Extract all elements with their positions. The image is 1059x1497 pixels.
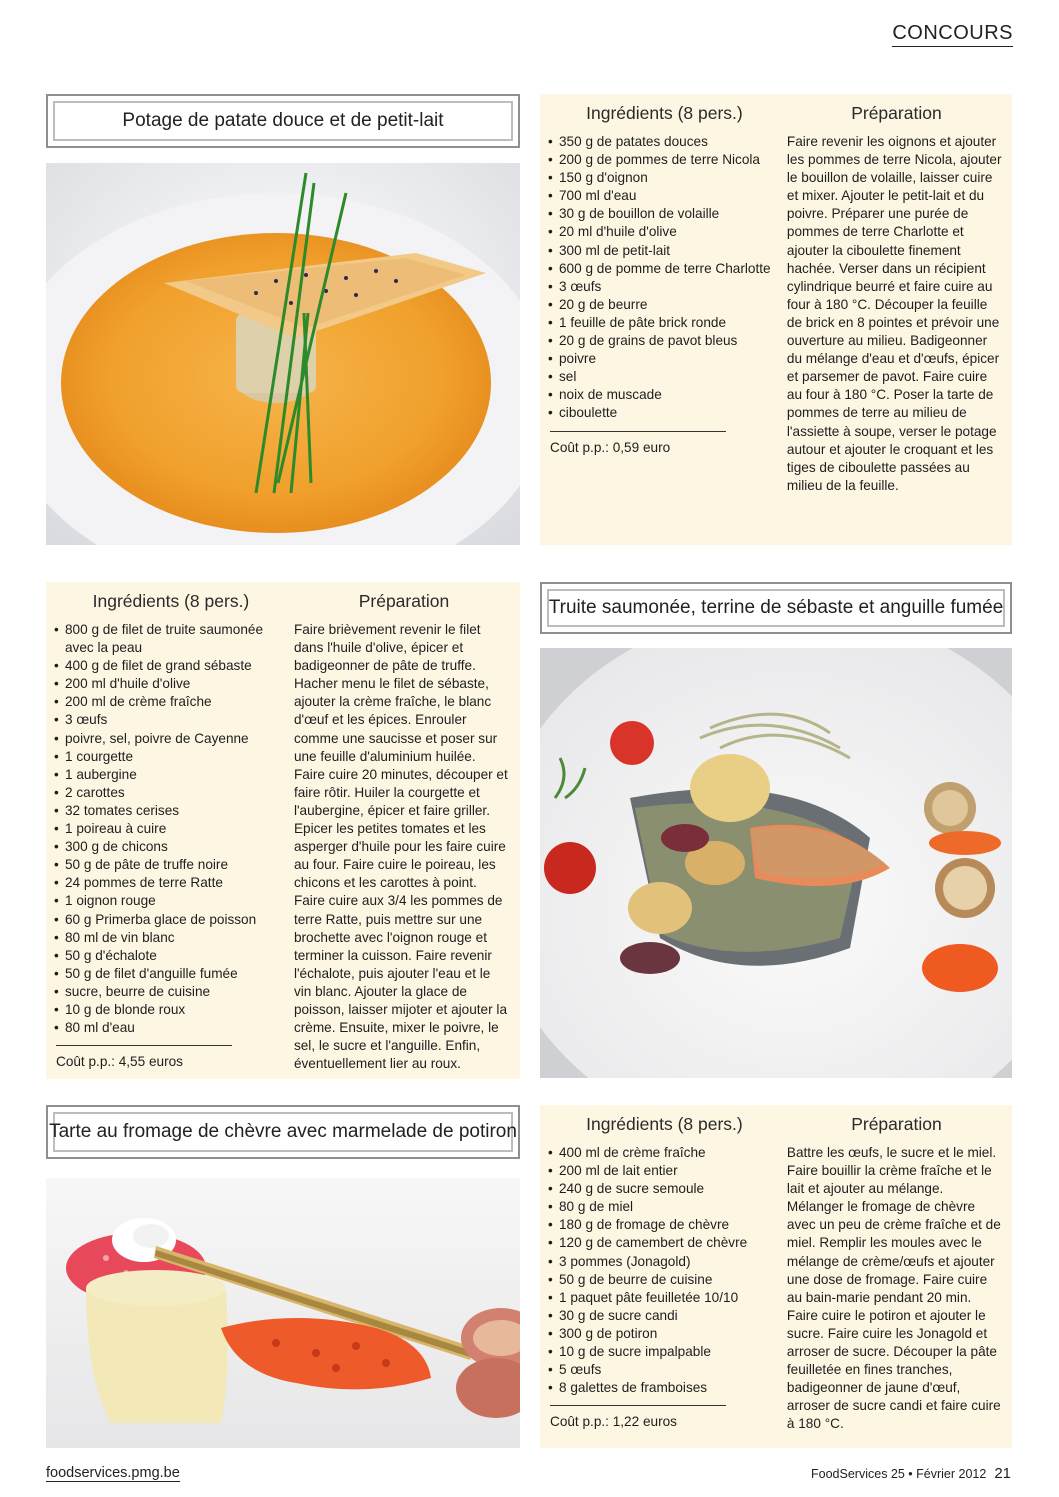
recipe-card-2 — [46, 582, 520, 1079]
ingredient-item: • 300 g de potiron — [548, 1325, 781, 1343]
cost-per-person: Coût p.p.: 0,59 euro — [550, 439, 671, 455]
ingredient-item: • 1 paquet pâte feuilletée 10/10 — [548, 1289, 781, 1307]
ingredients-heading: Ingrédients (8 pers.) — [586, 103, 743, 123]
preparation-text: Battre les œufs, le sucre et le miel. Faire bouillir la crème fraîche et le lait et ajouter au mélange. Mélanger le fromage de chèvre avec un peu de crème fraîche et de miel. Remplir les moules avec le mélange de crème/œufs et ajouter une dose de fromage. Faire cuire au bain-marie pendant 20 min. Faire cuire le potiron et ajouter le sucre. Faire cuire les Jonagold et arroser de sucre. Découper la pâte feuilletée en fines tranches, badigeonner de jaune d'œuf, arroser de sucre candi et faire cuire à 180 °C. — [786, 1145, 1001, 1432]
preparation-column-2 — [294, 588, 514, 1079]
divider — [550, 1405, 726, 1406]
ingredients-column-3 — [548, 1111, 781, 1448]
ingredient-item: • 3 œufs — [548, 278, 781, 296]
ingredient-item: • 60 g Primerba glace de poisson — [54, 911, 288, 929]
ingredient-item: • 400 ml de crème fraîche — [548, 1144, 781, 1162]
ingredients-list — [54, 621, 288, 1037]
ingredient-item: • 1 aubergine — [54, 766, 288, 784]
ingredient-item: • ciboulette — [548, 404, 781, 422]
ingredient-item: • 20 g de grains de pavot bleus — [548, 332, 781, 350]
trout-plate-image — [540, 648, 1012, 1078]
ingredient-item: • 2 carottes — [54, 784, 288, 802]
ingredient-item: • 80 ml de vin blanc — [54, 929, 288, 947]
ingredient-item: • 32 tomates cerises — [54, 802, 288, 820]
section-tag: CONCOURS — [892, 22, 1013, 47]
ingredient-item: • 350 g de patates douces — [548, 133, 781, 151]
preparation-text: Faire brièvement revenir le filet dans l'huile d'olive, épicer et badigeonner de pâte de truffe. Hacher menu le filet de sébaste, ajouter la crème fraîche, le blanc d'œuf et les épices. Enrouler comme une saucisse et poser sur une feuille d'aluminium huilée. Faire cuire 20 minutes, découper et faire rôtir. Huiler la courgette et l'aubergine, épicer et faire griller. Epicer les petites tomates et les asperger d'huile pour les faire cuire au four. Faire cuire le poireau, les chicons et les carottes à point. Faire cuire aux 3/4 les pommes de terre Ratte, puis mettre sur une brochette avec l'oignon rouge et terminer la cuisson. Faire revenir l'échalote, puis ajouter l'eau et le vin blanc. Ajouter la glace de poisson, laisser mijoter et ajouter la crème. Ensuite, mixer le poivre, le sel, le sucre et l'anguille. Enfin, éventuellement lier au roux. — [293, 622, 508, 1072]
ingredient-item: • 8 galettes de framboises — [548, 1379, 781, 1397]
preparation-heading: Préparation — [851, 103, 942, 123]
ingredients-column-1 — [548, 100, 781, 545]
ingredient-item: • 5 œufs — [548, 1361, 781, 1379]
recipe-card-1 — [540, 94, 1012, 545]
ingredient-item: • 50 g de pâte de truffe noire — [54, 856, 288, 874]
ingredient-item: • 1 courgette — [54, 748, 288, 766]
recipe-title-1: Potage de patate douce et de petit-lait — [46, 94, 520, 148]
ingredient-item: • poivre, sel, poivre de Cayenne — [54, 730, 288, 748]
ingredient-item: • 300 ml de petit-lait — [548, 242, 781, 260]
ingredient-item: • 3 pommes (Jonagold) — [548, 1253, 781, 1271]
ingredient-item: • 30 g de bouillon de volaille — [548, 205, 781, 223]
divider — [550, 431, 726, 432]
cost-per-person: Coût p.p.: 4,55 euros — [56, 1054, 183, 1070]
photo-tart — [46, 1178, 520, 1448]
recipe-card-3 — [540, 1105, 1012, 1448]
ingredient-item: • poivre — [548, 350, 781, 368]
ingredient-item: • 20 ml d'huile d'olive — [548, 223, 781, 241]
website-link[interactable]: foodservices.pmg.be — [46, 1465, 180, 1481]
ingredient-item: • 800 g de filet de truite saumonée avec la peau — [54, 621, 288, 657]
soup-plate-image — [46, 163, 520, 545]
ingredients-heading: Ingrédients (8 pers.) — [586, 1114, 743, 1134]
ingredient-item: • 80 g de miel — [548, 1198, 781, 1216]
recipe-title-3: Tarte au fromage de chèvre avec marmelade de potiron — [46, 1105, 520, 1159]
ingredient-item: • 1 feuille de pâte brick ronde — [548, 314, 781, 332]
ingredient-item: • 10 g de blonde roux — [54, 1001, 288, 1019]
page-number: 21 — [994, 1465, 1011, 1482]
photo-trout — [540, 648, 1012, 1078]
ingredient-item: • 240 g de sucre semoule — [548, 1180, 781, 1198]
divider — [56, 1045, 232, 1046]
ingredient-item: • 600 g de pomme de terre Charlotte — [548, 260, 781, 278]
issue-info: FoodServices 25 • Février 2012 — [811, 1467, 987, 1481]
cost-per-person: Coût p.p.: 1,22 euros — [550, 1414, 677, 1430]
ingredient-item: • 3 œufs — [54, 711, 288, 729]
ingredient-item: • sel — [548, 368, 781, 386]
preparation-heading: Préparation — [851, 1114, 942, 1134]
preparation-column-3 — [787, 1111, 1006, 1448]
ingredient-item: • 700 ml d'eau — [548, 187, 781, 205]
ingredients-heading: Ingrédients (8 pers.) — [92, 591, 250, 611]
preparation-text: Faire revenir les oignons et ajouter les pommes de terre Nicola, ajouter le bouillon de volaille, laisser cuire et mixer. Ajouter le petit-lait et du poivre. Préparer une purée de pommes de terre Charlotte et ajouter la ciboulette finement hachée. Verser dans un récipient cylindrique beurré et faire cuire au four à 180 °C. Découper la feuille de brick en 8 pointes et prévoir une ouverture au milieu. Badigeonner du mélange d'eau et d'œufs, épicer et parsemer de pavot. Faire cuire au four à 180 °C. Poser la tarte de pommes de terre au milieu de l'assiette à soupe, verser le potage autour et ajouter le croquant et les tiges de ciboulette passées au milieu de la feuille. — [786, 134, 1002, 493]
ingredient-item: • sucre, beurre de cuisine — [54, 983, 288, 1001]
ingredient-item: • 1 oignon rouge — [54, 892, 288, 910]
ingredients-list — [548, 133, 781, 423]
ingredient-item: • noix de muscade — [548, 386, 781, 404]
photo-soup — [46, 163, 520, 545]
preparation-heading: Préparation — [358, 591, 450, 611]
ingredient-item: • 400 g de filet de grand sébaste — [54, 657, 288, 675]
ingredient-item: • 50 g d'échalote — [54, 947, 288, 965]
ingredients-list — [548, 1144, 781, 1397]
ingredient-item: • 200 ml de lait entier — [548, 1162, 781, 1180]
page-footer — [811, 1465, 1011, 1482]
preparation-column-1 — [787, 100, 1006, 545]
ingredient-item: • 24 pommes de terre Ratte — [54, 874, 288, 892]
ingredient-item: • 30 g de sucre candi — [548, 1307, 781, 1325]
ingredient-item: • 50 g de filet d'anguille fumée — [54, 965, 288, 983]
ingredient-item: • 1 poireau à cuire — [54, 820, 288, 838]
tart-plate-image — [46, 1178, 520, 1448]
ingredient-item: • 180 g de fromage de chèvre — [548, 1216, 781, 1234]
ingredient-item: • 200 g de pommes de terre Nicola — [548, 151, 781, 169]
ingredient-item: • 50 g de beurre de cuisine — [548, 1271, 781, 1289]
ingredient-item: • 300 g de chicons — [54, 838, 288, 856]
ingredient-item: • 80 ml d'eau — [54, 1019, 288, 1037]
recipe-title-2: Truite saumonée, terrine de sébaste et anguille fumée — [540, 582, 1012, 634]
ingredient-item: • 150 g d'oignon — [548, 169, 781, 187]
ingredient-item: • 120 g de camembert de chèvre — [548, 1234, 781, 1252]
ingredient-item: • 10 g de sucre impalpable — [548, 1343, 781, 1361]
ingredient-item: • 200 ml de crème fraîche — [54, 693, 288, 711]
ingredient-item: • 200 ml d'huile d'olive — [54, 675, 288, 693]
ingredients-column-2 — [54, 588, 288, 1079]
ingredient-item: • 20 g de beurre — [548, 296, 781, 314]
